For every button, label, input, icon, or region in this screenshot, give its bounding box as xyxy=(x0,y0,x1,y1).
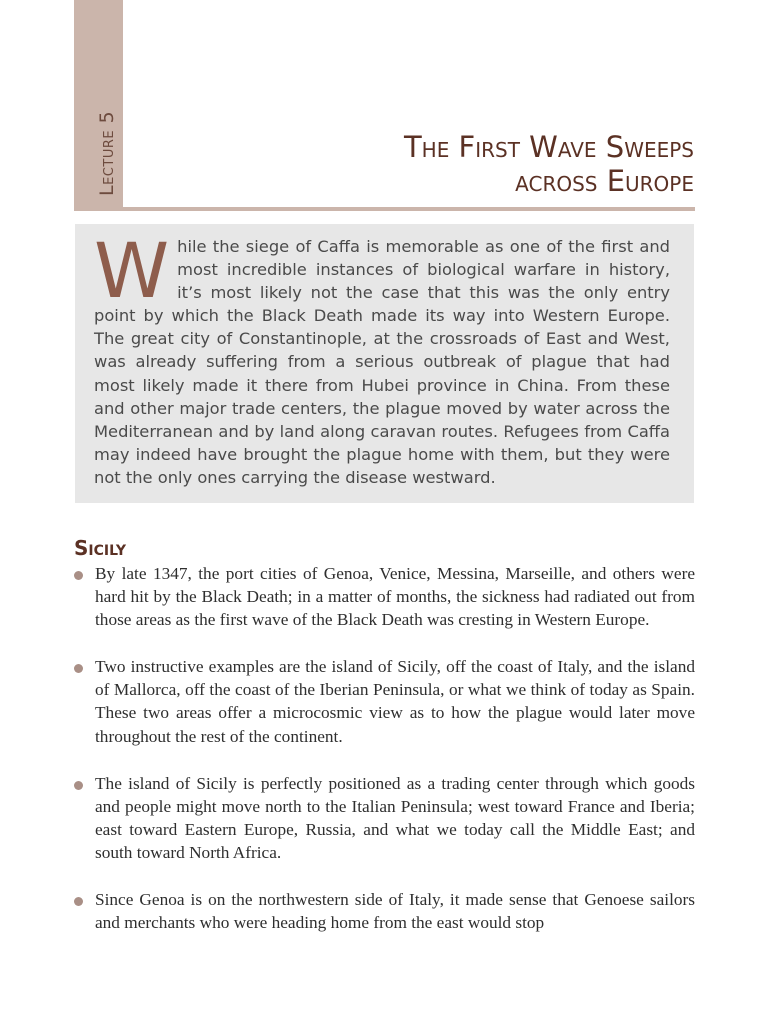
bullet-icon xyxy=(74,781,83,790)
list-item xyxy=(74,888,695,934)
bullet-text: Since Genoa is on the northwestern side of Italy, it made sense that Genoese sailors and merchants who were heading home from the east would stop xyxy=(95,890,695,933)
intro-box xyxy=(75,224,694,503)
intro-paragraph xyxy=(94,226,670,489)
list-item xyxy=(74,562,695,631)
bullet-text: Two instructive examples are the island of Sicily, off the coast of Italy, and the island of Mallorca, off the coast of the Iberian Peninsula, or what we think of today as Spain. These two areas offer a microcosmic view as to how the plague would later move throughout the rest of the continent. xyxy=(95,657,695,746)
bullet-icon xyxy=(74,897,83,906)
lecture-label: Lecture 5 xyxy=(96,110,118,196)
title-divider xyxy=(74,207,695,211)
section-heading: Sicily xyxy=(74,536,126,560)
bullet-icon xyxy=(74,571,83,580)
intro-text: hile the siege of Caffa is memorable as one of the first and most incredible instances of biological warfare in history, it’s most likely not the case that this was the only entry point by which the Black Death made its way into Western Europe. The great city of Constantinople, at the crossroads of East and West, was already suffering from a serious outbreak of plague that had most likely made it there from Hubei province in China. From these and other major trade centers, the plague moved by water across the Mediterranean and by land along caravan routes. Refugees from Caffa may indeed have brought the plague home with them, but they were not the only ones carrying the disease westward. xyxy=(94,237,670,487)
bullet-text: The island of Sicily is perfectly positioned as a trading center through which goods and people might move north to the Italian Peninsula; west toward France and Iberia; east toward Eastern Europe, Russia, and what we today call the Middle East; and south toward North Africa. xyxy=(95,773,695,862)
list-item xyxy=(74,772,695,864)
list-item xyxy=(74,655,695,747)
page-title: The First Wave Sweeps across Europe xyxy=(403,130,694,198)
bullet-list xyxy=(74,562,695,958)
drop-cap: W xyxy=(94,226,170,315)
bullet-text: By late 1347, the port cities of Genoa, Venice, Messina, Marseille, and others were hard hit by the Black Death; in a matter of months, the sickness had radiated out from those areas as the first wave of the Black Death was cresting in Western Europe. xyxy=(95,564,695,630)
bullet-icon xyxy=(74,664,83,673)
